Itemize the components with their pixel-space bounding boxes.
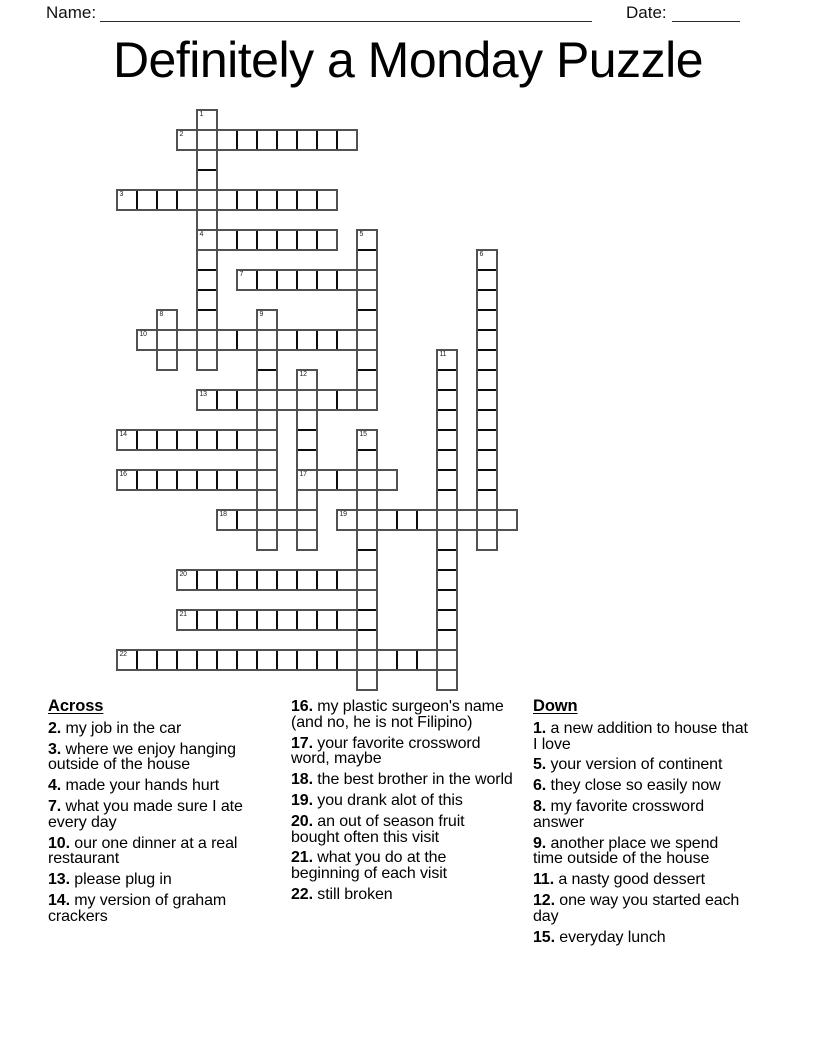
grid-cell	[477, 410, 497, 430]
grid-cell	[237, 570, 257, 590]
grid-cell	[437, 610, 457, 630]
grid-cell	[237, 190, 257, 210]
grid-cell	[197, 430, 217, 450]
clue-number: 20.	[291, 812, 313, 830]
cell-number: 5	[359, 231, 364, 238]
cell-number: 9	[259, 311, 264, 318]
grid-cell	[337, 270, 357, 290]
grid-cell	[157, 190, 177, 210]
grid-cell	[477, 450, 497, 470]
grid-cell	[197, 150, 217, 170]
name-blank-line	[100, 2, 592, 22]
grid-cell	[257, 130, 277, 150]
grid-cell	[437, 530, 457, 550]
grid-cell	[277, 510, 297, 530]
grid-cell	[357, 390, 377, 410]
grid-cell	[317, 570, 337, 590]
grid-cell	[257, 470, 277, 490]
down-header: Down	[533, 697, 578, 715]
clue-item: 16. my plastic surgeon's name (and no, he is not Filipino)	[291, 698, 504, 731]
grid-cell	[297, 430, 317, 450]
grid-cell	[237, 650, 257, 670]
grid-cell	[317, 610, 337, 630]
clue-item: 21. what you do at the beginning of each visit	[291, 849, 448, 883]
clue-number: 14.	[48, 891, 70, 909]
grid-cell	[337, 510, 357, 530]
grid-cell	[337, 570, 357, 590]
grid-cell	[357, 290, 377, 310]
clue-item: 9. another place we spend time outside of the house	[533, 834, 719, 868]
grid-cell	[437, 430, 457, 450]
grid-cell	[277, 610, 297, 630]
grid-cell	[277, 270, 297, 290]
grid-cell	[297, 610, 317, 630]
grid-cell	[177, 430, 197, 450]
grid-cell	[237, 610, 257, 630]
grid-cell	[177, 470, 197, 490]
grid-cell	[157, 310, 177, 330]
grid-cell	[337, 610, 357, 630]
grid-cell	[357, 250, 377, 270]
grid-cell	[257, 650, 277, 670]
grid-cell	[357, 370, 377, 390]
clues-down-column	[533, 699, 748, 950]
grid-cell	[277, 330, 297, 350]
grid-cell	[477, 490, 497, 510]
grid-cell	[437, 390, 457, 410]
cell-number: 17	[299, 471, 307, 478]
grid-cell	[337, 390, 357, 410]
grid-cell	[257, 230, 277, 250]
grid-cell	[297, 650, 317, 670]
cell-number: 1	[199, 111, 204, 118]
clue-number: 10.	[48, 834, 70, 852]
grid-cell	[297, 410, 317, 430]
cell-number: 7	[239, 271, 244, 278]
page-title: Definitely a Monday Puzzle	[112, 32, 704, 88]
clue-item: 11. a nasty good dessert	[533, 871, 705, 889]
clue-number: 5.	[533, 756, 547, 774]
grid-cell	[137, 430, 157, 450]
clues-across-column-1	[48, 699, 274, 930]
clue-number: 15.	[533, 928, 555, 946]
grid-cell	[137, 470, 157, 490]
clue-item: 1. a new addition to house that I love	[533, 719, 748, 753]
grid-cell	[217, 230, 237, 250]
grid-cell	[197, 650, 217, 670]
grid-cell	[297, 190, 317, 210]
clue-item: 6. they close so easily now	[533, 777, 721, 795]
grid-cell	[437, 350, 457, 370]
grid-cell	[217, 510, 237, 530]
grid-cell	[197, 350, 217, 370]
grid-cell	[217, 330, 237, 350]
grid-cell	[137, 330, 157, 350]
grid-cell	[177, 330, 197, 350]
grid-cell	[357, 590, 377, 610]
clue-item: 17. your favorite crossword word, maybe	[291, 734, 481, 768]
grid-cell	[277, 570, 297, 590]
grid-cell	[477, 370, 497, 390]
clue-number: 18.	[291, 771, 313, 789]
grid-cell	[257, 530, 277, 550]
grid-cell	[277, 230, 297, 250]
clue-item: 20. an out of season fruit bought often this visit	[291, 812, 465, 846]
grid-cell	[177, 570, 197, 590]
grid-cell	[177, 610, 197, 630]
grid-cell	[277, 130, 297, 150]
clue-number: 3.	[48, 740, 62, 758]
grid-cell	[357, 350, 377, 370]
grid-cell	[437, 510, 457, 530]
cell-number: 19	[339, 511, 347, 518]
grid-cell	[197, 470, 217, 490]
clue-number: 6.	[533, 777, 547, 795]
cell-number: 10	[139, 331, 147, 338]
grid-cell	[217, 430, 237, 450]
grid-cell	[477, 510, 497, 530]
grid-cell	[477, 470, 497, 490]
grid-cell	[337, 330, 357, 350]
grid-cell	[417, 650, 437, 670]
grid-cell	[257, 350, 277, 370]
grid-cell	[297, 490, 317, 510]
clue-number: 7.	[48, 797, 62, 815]
grid-cell	[217, 650, 237, 670]
clue-item: 8. my favorite crossword answer	[533, 797, 704, 831]
grid-cell	[357, 550, 377, 570]
grid-cell	[437, 370, 457, 390]
grid-cell	[117, 650, 137, 670]
date-blank-line	[672, 2, 740, 22]
grid-cell	[357, 610, 377, 630]
grid-cell	[337, 130, 357, 150]
grid-cell	[197, 130, 217, 150]
grid-cell	[357, 490, 377, 510]
grid-cell	[377, 470, 397, 490]
clue-item: 19. you drank alot of this	[291, 791, 463, 809]
grid-cell	[197, 210, 217, 230]
clue-item: 22. still broken	[291, 885, 393, 903]
grid-cell	[237, 230, 257, 250]
grid-cell	[477, 430, 497, 450]
grid-cell	[437, 630, 457, 650]
grid-cell	[317, 390, 337, 410]
grid-cell	[157, 350, 177, 370]
grid-cell	[437, 650, 457, 670]
grid-cell	[197, 570, 217, 590]
grid-cell	[477, 270, 497, 290]
grid-cell	[217, 610, 237, 630]
clue-number: 12.	[533, 891, 555, 909]
grid-cell	[197, 110, 217, 130]
grid-cell	[257, 510, 277, 530]
grid-cell	[197, 170, 217, 190]
grid-cell	[117, 470, 137, 490]
grid-cell	[297, 270, 317, 290]
grid-cell	[317, 650, 337, 670]
clue-number: 19.	[291, 791, 313, 809]
grid-cell	[357, 570, 377, 590]
grid-cell	[257, 610, 277, 630]
grid-cell	[257, 330, 277, 350]
grid-cell	[257, 450, 277, 470]
grid-cell	[357, 530, 377, 550]
grid-cell	[357, 330, 377, 350]
down-clue-list	[533, 721, 748, 946]
cell-number: 8	[159, 311, 164, 318]
clue-item: 5. your version of continent	[533, 756, 723, 774]
grid-cell	[197, 310, 217, 330]
grid-cell	[257, 430, 277, 450]
clue-item: 3. where we enjoy hanging outside of the house	[48, 740, 236, 774]
grid-cell	[257, 410, 277, 430]
grid-cell	[237, 430, 257, 450]
grid-cell	[197, 290, 217, 310]
grid-cell	[357, 450, 377, 470]
grid-cell	[317, 130, 337, 150]
grid-cell	[457, 510, 477, 530]
grid-cell	[157, 650, 177, 670]
across-clue-list-1	[48, 721, 274, 925]
grid-cell	[437, 410, 457, 430]
cell-number: 4	[199, 231, 204, 238]
grid-cell	[357, 310, 377, 330]
grid-cell	[217, 130, 237, 150]
grid-cell	[117, 430, 137, 450]
cell-number: 6	[479, 251, 484, 258]
grid-cell	[357, 670, 377, 690]
grid-cell	[437, 550, 457, 570]
grid-cell	[237, 390, 257, 410]
grid-cell	[317, 470, 337, 490]
grid-cell	[297, 470, 317, 490]
grid-cell	[297, 570, 317, 590]
grid-cell	[217, 570, 237, 590]
grid-cell	[137, 650, 157, 670]
grid-cell	[357, 510, 377, 530]
clue-number: 17.	[291, 734, 313, 752]
grid-cell	[117, 190, 137, 210]
grid-cell	[317, 330, 337, 350]
grid-cell	[317, 270, 337, 290]
clue-number: 11.	[533, 871, 555, 889]
grid-cell	[277, 190, 297, 210]
clue-number: 9.	[533, 834, 547, 852]
grid-cell	[197, 330, 217, 350]
grid-cell	[217, 190, 237, 210]
grid-cell	[477, 530, 497, 550]
grid-cell	[477, 330, 497, 350]
clue-item: 13. please plug in	[48, 871, 172, 889]
cell-number: 14	[119, 431, 127, 438]
grid-cell	[137, 190, 157, 210]
grid-cell	[357, 630, 377, 650]
grid-cell	[217, 390, 237, 410]
cell-number: 2	[179, 131, 184, 138]
grid-cell	[477, 290, 497, 310]
grid-cell	[257, 390, 277, 410]
cell-number: 21	[179, 611, 187, 618]
grid-cell	[477, 310, 497, 330]
grid-cell	[397, 510, 417, 530]
grid-cell	[237, 270, 257, 290]
cell-number: 3	[119, 191, 124, 198]
cell-number: 16	[119, 471, 127, 478]
clue-number: 1.	[533, 719, 547, 737]
grid-cell	[257, 270, 277, 290]
grid-cell	[377, 650, 397, 670]
grid-cell	[477, 350, 497, 370]
name-label: Name:	[46, 3, 97, 22]
clue-item: 4. made your hands hurt	[48, 777, 220, 795]
cell-number: 15	[359, 431, 367, 438]
grid-cell	[297, 450, 317, 470]
grid-cell	[257, 370, 277, 390]
clue-item: 10. our one dinner at a real restaurant	[48, 834, 238, 868]
grid-cell	[437, 570, 457, 590]
grid-cell	[377, 510, 397, 530]
grid-cell	[337, 650, 357, 670]
clue-item: 15. everyday lunch	[533, 928, 666, 946]
grid-cell	[237, 470, 257, 490]
grid-cell	[237, 330, 257, 350]
clue-item: 7. what you made sure I ate every day	[48, 797, 243, 831]
cell-number: 22	[119, 651, 127, 658]
grid-cell	[257, 490, 277, 510]
grid-cell	[177, 190, 197, 210]
grid-cell	[257, 190, 277, 210]
crossword-grid	[117, 110, 517, 690]
grid-cell	[157, 430, 177, 450]
clue-number: 16.	[291, 698, 313, 715]
cell-number: 18	[219, 511, 227, 518]
grid-cell	[197, 270, 217, 290]
grid-cell	[477, 390, 497, 410]
grid-cell	[357, 270, 377, 290]
grid-cell	[237, 510, 257, 530]
grid-cell	[277, 390, 297, 410]
grid-cell	[297, 130, 317, 150]
grid-cell	[437, 490, 457, 510]
grid-cell	[297, 330, 317, 350]
clue-item: 12. one way you started each day	[533, 891, 740, 925]
grid-cell	[357, 470, 377, 490]
grid-cell	[257, 570, 277, 590]
grid-cell	[297, 510, 317, 530]
grid-cell	[497, 510, 517, 530]
grid-cell	[197, 250, 217, 270]
grid-cell	[277, 650, 297, 670]
cell-number: 11	[439, 351, 447, 358]
cell-number: 13	[199, 391, 207, 398]
grid-cell	[217, 470, 237, 490]
grid-cell	[477, 250, 497, 270]
across-header: Across	[48, 697, 104, 715]
grid-cell	[437, 470, 457, 490]
grid-cell	[437, 590, 457, 610]
grid-cell	[297, 390, 317, 410]
grid-cell	[297, 230, 317, 250]
clues-across-column-2	[291, 699, 517, 908]
grid-cell	[317, 230, 337, 250]
grid-cell	[357, 650, 377, 670]
grid-cell	[197, 190, 217, 210]
clue-number: 4.	[48, 777, 62, 795]
grid-cell	[437, 450, 457, 470]
grid-cell	[237, 130, 257, 150]
grid-cell	[197, 610, 217, 630]
date-label: Date:	[626, 3, 667, 22]
grid-cell	[417, 510, 437, 530]
grid-cell	[297, 530, 317, 550]
grid-cell	[337, 470, 357, 490]
clue-number: 8.	[533, 797, 547, 815]
grid-cell	[357, 230, 377, 250]
grid-cell	[157, 330, 177, 350]
clue-number: 13.	[48, 871, 70, 889]
grid-cell	[257, 310, 277, 330]
clue-item: 2. my job in the car	[48, 719, 182, 737]
clue-item: 14. my version of graham crackers	[48, 891, 227, 925]
grid-cell	[317, 190, 337, 210]
cell-number: 12	[299, 371, 307, 378]
across-clue-list-2	[291, 699, 517, 903]
grid-cell	[357, 430, 377, 450]
grid-cell	[177, 130, 197, 150]
clue-number: 22.	[291, 885, 313, 903]
grid-cell	[397, 650, 417, 670]
grid-cell	[197, 390, 217, 410]
grid-cell	[197, 230, 217, 250]
grid-cell	[157, 470, 177, 490]
grid-cell	[177, 650, 197, 670]
grid-cell	[437, 670, 457, 690]
clue-number: 2.	[48, 719, 62, 737]
clue-item: 18. the best brother in the world	[291, 771, 513, 789]
grid-cell	[297, 370, 317, 390]
cell-number: 20	[179, 571, 187, 578]
clue-number: 21.	[291, 849, 313, 867]
